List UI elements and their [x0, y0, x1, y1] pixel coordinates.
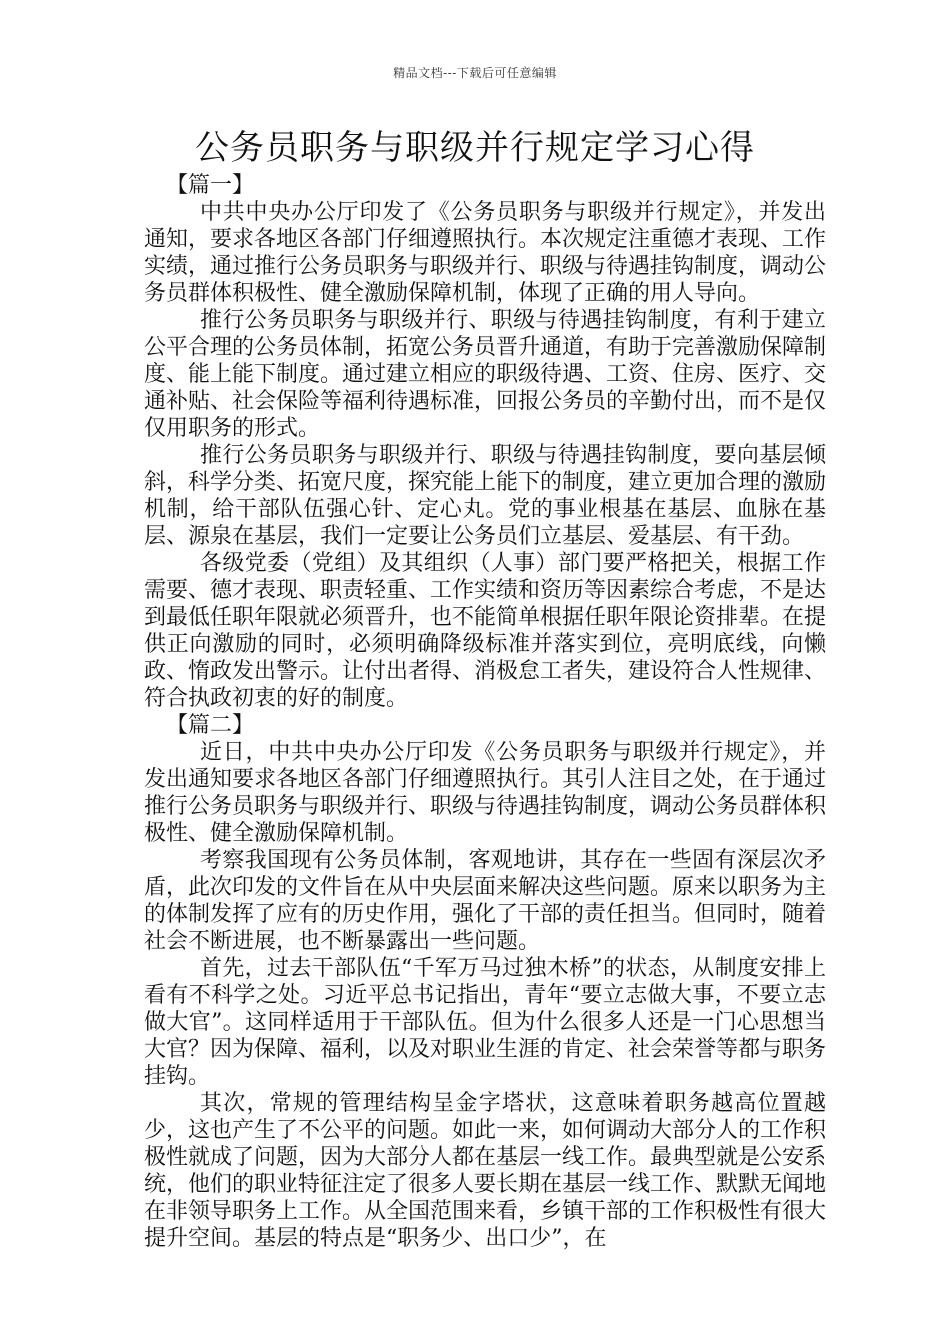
paragraph: 首先，过去干部队伍“千军万马过独木桥”的状态，从制度安排上看有不科学之处。习近平总书记指出，青年“要立志做大事，不要立志做大官”。这同样适用于干部队伍。但为什么很多人还是一门心思想当大官？因为保障、福利，以及对职业生涯的肯定、社会荣誉等都与职务挂钩。: [144, 956, 827, 1089]
section-2: [144, 712, 826, 1252]
section-label: 【篇二】: [166, 713, 255, 738]
section-1: [144, 172, 826, 712]
paragraph: 各级党委（党组）及其组织（人事）部门要严格把关，根据工作需要、德才表现、职责轻重、工作实绩和资历等因素综合考虑，不是达到最低任职年限就必须晋升，也不能简单根据任职年限论资排辈。在提供正向激励的同时，必须明确降级标准并落实到位，亮明底线，向懒政、惰政发出警示。让付出者得、消极怠工者失，建设符合人性规律、符合执政初衷的好的制度。: [144, 551, 827, 711]
paragraph: 近日，中共中央办公厅印发《公务员职务与职级并行规定》，并发出通知要求各地区各部门仔细遵照执行。其引人注目之处，在于通过推行公务员职务与职级并行、职级与待遇挂钩制度，调动公务员群体积极性、健全激励保障机制。: [144, 740, 827, 846]
header-note: 精品文档---下载后可任意编辑: [393, 66, 557, 80]
paragraph: 其次，常规的管理结构呈金字塔状，这意味着职务越高位置越少，这也产生了不公平的问题。如此一来，如何调动大部分人的工作积极性就成了问题，因为大部分人都在基层一线工作。最典型就是公安系统，他们的职业特征注定了很多人要长期在基层一线工作、默默无闻地在非领导职务上工作。从全国范围来看，乡镇干部的工作积极性有很大提升空间。基层的特点是“职务少、出口少”，在: [144, 1091, 827, 1251]
document-body: [144, 172, 826, 1252]
section-label: 【篇一】: [166, 173, 255, 198]
document-title: 公务员职务与职级并行规定学习心得: [195, 128, 755, 168]
paragraph: 推行公务员职务与职级并行、职级与待遇挂钩制度，有利于建立公平合理的公务员体制，拓宽公务员晋升通道，有助于完善激励保障制度、能上能下制度。通过建立相应的职级待遇、工资、住房、医疗、交通补贴、社会保险等福利待遇标准，回报公务员的辛勤付出，而不是仅仅用职务的形式。: [144, 308, 827, 441]
paragraph: 中共中央办公厅印发了《公务员职务与职级并行规定》，并发出通知，要求各地区各部门仔细遵照执行。本次规定注重德才表现、工作实绩，通过推行公务员职务与职级并行、职级与待遇挂钩制度，调动公务员群体积极性、健全激励保障机制，体现了正确的用人导向。: [144, 200, 827, 306]
paragraph: 考察我国现有公务员体制，客观地讲，其存在一些固有深层次矛盾，此次印发的文件旨在从中央层面来解决这些问题。原来以职务为主的体制发挥了应有的历史作用，强化了干部的责任担当。但同时，随着社会不断进展，也不断暴露出一些问题。: [144, 848, 827, 954]
paragraph: 推行公务员职务与职级并行、职级与待遇挂钩制度，要向基层倾斜，科学分类、拓宽尺度，探究能上能下的制度，建立更加合理的激励机制，给干部队伍强心针、定心丸。党的事业根基在基层、血脉在基层、源泉在基层，我们一定要让公务员们立基层、爱基层、有干劲。: [144, 443, 827, 549]
